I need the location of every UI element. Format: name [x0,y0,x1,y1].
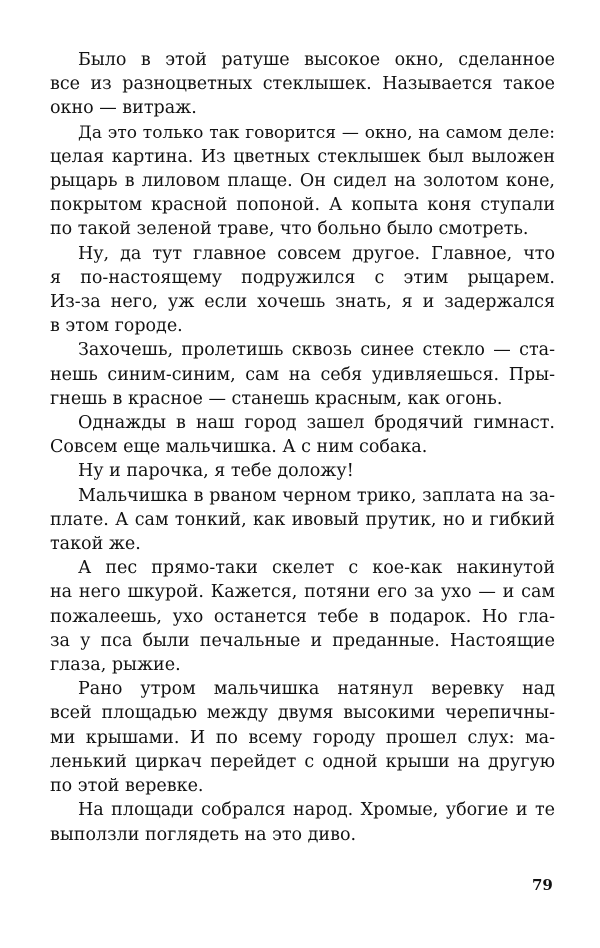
paragraph [50,338,555,411]
text-line: ми крышами. И по всему городу прошел слух: ма- [50,727,555,748]
text-line: за у пса были печальные и преданные. Настоящие [50,630,555,651]
text-line: всей площадью между двумя высокими черепичны- [50,703,555,724]
text-line: Ну, да тут главное совсем другое. Главное, что [78,243,555,264]
text-line: пожалеешь, ухо останется тебе в подарок. Но гла- [50,606,555,627]
text-line: Из-за него, уж если хочешь знать, я и задержался [50,292,555,313]
paragraph [50,121,555,242]
text-line: плате. А сам тонкий, как ивовый прутик, но и гибкий [50,509,555,530]
paragraph [50,798,555,846]
text-line: рыцарь в лиловом плаще. Он сидел на золотом коне, [50,171,555,192]
text-line: Ну и парочка, я тебе доложу! [78,461,354,482]
text-line: Рано утром мальчишка натянул веревку над [78,679,555,700]
text-line: такой же. [50,534,141,555]
paragraph [50,484,555,557]
text-line: на него шкурой. Кажется, потяни его за ухо — и сам [50,582,555,603]
paragraph [50,677,555,798]
page-number: 79 [532,876,553,894]
text-line: по этой веревке. [50,776,204,797]
body-text [50,48,555,847]
text-line: глаза, рыжие. [50,655,181,676]
text-line: нешь синим-синим, сам на себя удивляешься. Пры- [50,364,555,385]
text-line: Однажды в наш город зашел бродячий гимнаст. [78,413,555,434]
text-line: Мальчишка в рваном черном трико, заплата на за- [78,485,555,506]
text-line: в этом городе. [50,316,183,337]
text-line: выползли поглядеть на это диво. [50,824,357,845]
text-line: по такой зеленой траве, что больно было смотреть. [50,219,529,240]
paragraph [50,411,555,459]
paragraph [50,242,555,339]
text-line: Захочешь, пролетишь сквозь синее стекло — ста- [78,340,555,361]
paragraph [50,48,555,121]
text-line: ленький циркач перейдет с одной крыши на другую [50,751,555,772]
text-line: окно — витраж. [50,98,197,119]
text-line: А пес прямо-таки скелет с кое-как накинутой [78,558,555,579]
text-line: На площади собрался народ. Хромые, убогие и те [78,800,555,821]
text-line: Было в этой ратуше высокое окно, сделанное [78,50,555,70]
text-line: Да это только так говорится — окно, на самом деле: [78,122,555,143]
text-line: все из разноцветных стеклышек. Называется такое [50,74,555,95]
paragraph [50,459,555,483]
paragraph [50,556,555,677]
text-line: Совсем еще мальчишка. А с ним собака. [50,437,428,458]
text-line: покрытом красной попоной. А копыта коня ступали [50,195,555,216]
text-line: я по-настоящему подружился с этим рыцарем. [50,267,555,288]
text-line: гнешь в красное — станешь красным, как огонь. [50,388,503,409]
text-line: целая картина. Из цветных стеклышек был выложен [50,146,555,167]
